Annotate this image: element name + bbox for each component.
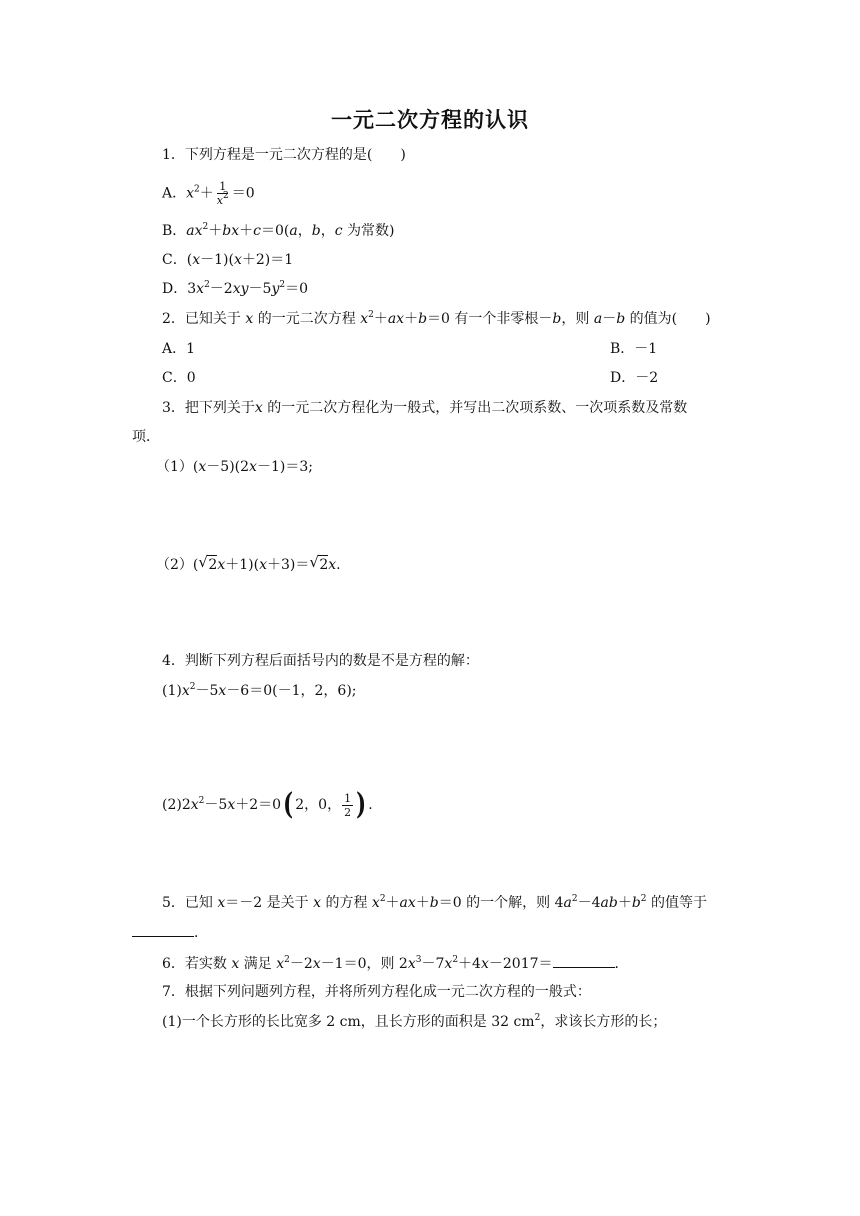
q2-stem-part: ，则	[561, 311, 590, 327]
q2-stem-part: 2．已知关于	[162, 311, 241, 327]
q6-stem-part: 满足	[243, 956, 272, 972]
q1-option-b-tail: 为常数)	[346, 223, 395, 239]
q1-option-d: D．$3x^2-2xy-5y^2=0$	[162, 280, 309, 297]
q5-stem: 5．已知 x＝－2 是关于 x 的方程 $x^2+ax+b=0$ 的一个解，则 $4a^2-4ab+b^2$ 的值等于	[162, 894, 707, 911]
q2-stem: 2．已知关于 x 的一元二次方程 $x^2+ax+b=0$ 有一个非零根－b，则 a－b 的值为( )	[162, 310, 711, 327]
q6-blank[interactable]	[553, 953, 615, 968]
fraction: $\frac{1}{2}$	[344, 791, 352, 819]
q5-stem-part: 的一个解，则	[466, 895, 551, 911]
q2-stem-part: 的一元二次方程	[257, 311, 356, 327]
q1-option-a: A．$x^2+$ $\frac{1}{x^2}$ ＝0	[162, 180, 255, 207]
q1-option-d-label: D．	[162, 281, 188, 297]
q2-stem-part: 的值为( )	[629, 311, 711, 327]
page-title: 一元二次方程的认识	[331, 107, 529, 132]
q1-option-b: B．$ax^2+bx+c=0(a$，b，c 为常数)	[162, 222, 395, 239]
q5-stem-part: 是关于	[266, 895, 309, 911]
q2-option-a: A．1	[162, 341, 196, 357]
q5-end: ．	[194, 925, 208, 941]
left-bracket: (	[283, 787, 294, 822]
q4-part-1: $(1)x^2-5x-6=0(-1$，2，6);	[162, 682, 357, 699]
q4-part-2: $(2)2x^2-5x+2=0$( 2，0， $\frac{1}{2}$ ) .	[162, 787, 373, 822]
q6-stem-part: ，则	[366, 956, 395, 972]
q4-stem: 4．判断下列方程后面括号内的数是不是方程的解：	[162, 653, 479, 669]
q5-answer-line	[132, 922, 208, 943]
q4-part-2-label: (2)	[162, 797, 182, 813]
q3-stem-continued: 项．	[132, 429, 160, 445]
q7-part-1-text: (1)一个长方形的长比宽多 2 cm，且长方形的面积是 32 cm	[162, 1014, 535, 1030]
q5-stem-part: 5．已知	[162, 895, 213, 911]
q2-stem-part: 有一个非零根－	[454, 311, 553, 327]
q3-stem-part: 的一元二次方程化为一般式，并写出二次项系数、一次项系数及常数	[267, 400, 688, 416]
q1-option-b-label: B．	[162, 223, 187, 239]
q2-option-b: B．－1	[610, 341, 658, 357]
q4-part-1-values: (－1，2，6);	[272, 683, 357, 699]
sqrt: √ 2	[309, 553, 329, 573]
q2-option-d: D．－2	[610, 370, 659, 386]
q3-part-1-label: （1）	[156, 459, 193, 475]
q3-stem-part: 3．把下列关于	[162, 400, 255, 416]
fraction: $\frac{1}{x^2}$	[216, 180, 229, 207]
q5-blank[interactable]	[132, 922, 194, 937]
q3-part-2: （2）( √ 2x＋1)(x＋3)＝ √ 2x.	[156, 553, 341, 573]
q4-part-1-label: (1)	[162, 683, 182, 699]
q7-stem: 7．根据下列问题列方程，并将所列方程化成一元二次方程的一般式：	[162, 984, 591, 1000]
q6-stem-part: 6．若实数	[162, 956, 227, 972]
q5-stem-part: 的方程	[325, 895, 368, 911]
q2-option-c: C．0	[162, 370, 196, 386]
q7-part-1: (1)一个长方形的长比宽多 2 cm，且长方形的面积是 32 $cm^2$，求该长方形的长；	[162, 1013, 667, 1030]
q3-stem: 3．把下列关于x 的一元二次方程化为一般式，并写出二次项系数、一次项系数及常数	[162, 400, 688, 416]
q6-stem: 6．若实数 x 满足 $x^2-2x-1=0$，则 $2x^3-7x^2+4x-2017=$ ．	[162, 955, 629, 972]
q4-part-2-values: 2，0，	[295, 797, 342, 813]
q3-part-2-label: （2）	[156, 557, 193, 573]
q5-stem-part: 的值等于	[650, 895, 707, 911]
right-bracket: )	[356, 787, 367, 822]
sqrt: √ 2	[198, 553, 218, 573]
q7-part-1-tail: ，求该长方形的长；	[540, 1014, 667, 1030]
q1-option-a-label: A．	[162, 185, 187, 202]
q1-option-c-label: C．	[162, 252, 187, 268]
q6-end: ．	[614, 956, 629, 972]
q1-option-c: C．(x－1)(x＋2)＝1	[162, 252, 294, 268]
q1-stem: 1．下列方程是一元二次方程的是( )	[162, 147, 406, 163]
q3-part-1: （1）(x－5)(2x－1)＝3;	[156, 459, 313, 475]
